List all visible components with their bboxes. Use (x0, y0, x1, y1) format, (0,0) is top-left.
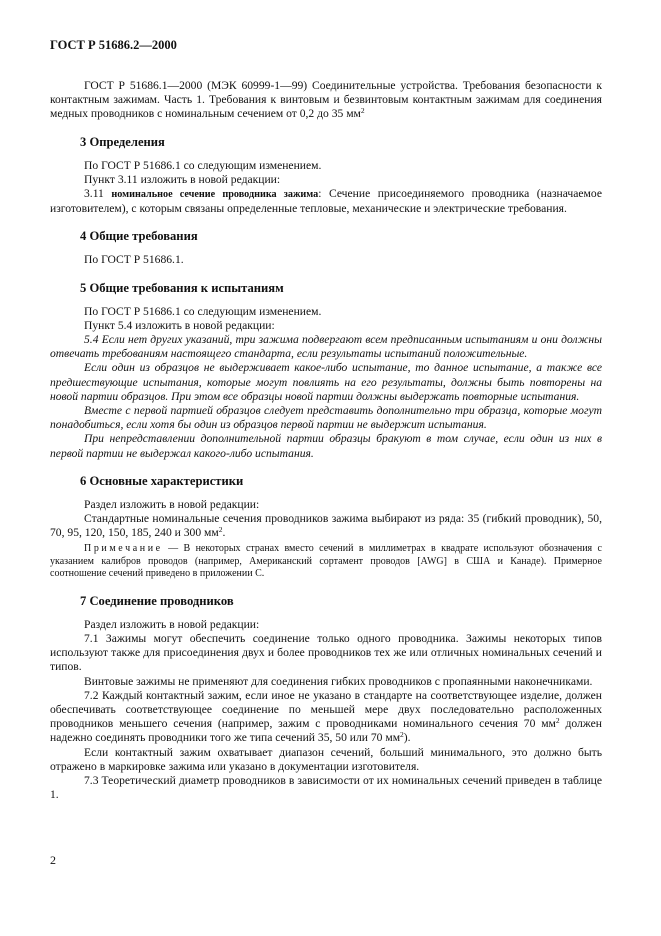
defined-term: номинальное сечение проводника зажима (111, 189, 319, 201)
section-6-paragraph: Стандартные номинальные сечения проводников зажима выбирают из ряда: 35 (гибкий проводник), 50, 70, 95, 120, 150, 185, 240 и 300 $мм^2$. (50, 512, 602, 540)
document-page (50, 38, 602, 802)
section-7-paragraph: Винтовые зажимы не применяют для соединения гибких проводников с пропаянными наконечниками. (84, 674, 593, 688)
section-4-title: 4 Общие требования (80, 229, 198, 244)
document-header: ГОСТ Р 51686.2—2000 (50, 38, 177, 52)
section-4-paragraph: По ГОСТ Р 51686.1. (84, 253, 184, 267)
section-6-title: 6 Основные характеристики (80, 473, 244, 488)
note: Примечание — В некоторых странах вместо сечений в миллиметрах в квадрате используют обозначения с указанием калибров проводов (например, Американский сортамент проводов [AWG] в США и Канаде). Примерное соотношение сечений приведено в приложении С. (50, 543, 602, 580)
section-6-paragraph: Раздел изложить в новой редакции: (84, 497, 260, 511)
section-5-paragraph: По ГОСТ Р 51686.1 со следующим изменением. (84, 304, 322, 318)
section-7-paragraph: Если контактный зажим охватывает диапазон сечений, больший минимального, это должно быть отражено в маркировке зажима или указано в документации изготовителя. (50, 745, 602, 773)
clause-7-3: 7.3 Теоретический диаметр проводников в зависимости от их номинальных сечений приведен в таблице 1. (50, 773, 602, 802)
section-7-paragraph: Раздел изложить в новой редакции: (84, 617, 260, 631)
clause-5-4: 5.4 Если нет других указаний, три зажима подвергают всем предписанным испытаниям и они должны отвечать требованиям настоящего стандарта, если результаты испытаний положительные. (50, 333, 602, 361)
clause-7-1: 7.1 Зажимы могут обеспечить соединение только одного проводника. Зажимы некоторых типов используют также для присоединения двух и более проводников тех же или отличных номинальных сечений и типов. (50, 631, 602, 674)
section-3-paragraph: По ГОСТ Р 51686.1 со следующим изменением. (84, 158, 322, 172)
clause-5-4-paragraph: При непредставлении дополнительной партии образцы бракуют в том случае, если один из них в первой партии не выдержал какого-либо испытания. (50, 432, 602, 460)
note-label: Примечание (84, 543, 163, 555)
section-3-paragraph: Пункт 3.11 изложить в новой редакции: (84, 172, 281, 186)
intro-paragraph: ГОСТ Р 51686.1—2000 (МЭК 60999-1—99) Соединительные устройства. Требования безопасности к контактным зажимам. Часть 1. Требования к винтовым и безвинтовым контактным зажимам для соединения медных проводников с номинальным сечением от 0,2 до 35 $мм^2$ (50, 79, 602, 121)
clause-5-4-paragraph: Вместе с первой партией образцов следует представить дополнительно три образца, которые могут понадобиться, если хотя бы один из образцов первой партии не выдержит испытания. (50, 404, 602, 432)
section-7-title: 7 Соединение проводников (80, 593, 234, 608)
clause-7-2: 7.2 Каждый контактный зажим, если иное не указано в стандарте на соответствующее изделие, должен обеспечивать соответствующее соединение по меньшей мере двух последовательно расположенных проводников меньшего сечения (например, зажим с проводниками номинального сечения 70 $мм^2$ должен надежно соединять проводники того же типа сечений 35, 50 или 70 $мм^2$). (50, 688, 602, 745)
section-3-title: 3 Определения (80, 134, 165, 149)
page-number: 2 (50, 853, 56, 867)
definition-3-11: 3.11 номинальное сечение проводника зажима: Сечение присоединяемого проводника (назначаемое изготовителем), с которым связаны определенные тепловые, механические и электрические требования. (50, 187, 602, 216)
section-5-paragraph: Пункт 5.4 изложить в новой редакции: (84, 318, 275, 332)
section-5-title: 5 Общие требования к испытаниям (80, 280, 284, 295)
clause-5-4-paragraph: Если один из образцов не выдерживает какое-либо испытание, то данное испытание, а также все предшествующие испытания, которые могут повлиять на его результаты, должны быть повторены на новой партии образцов. При этом все образцы новой партии должны выдержать повторные испытания. (50, 361, 602, 403)
